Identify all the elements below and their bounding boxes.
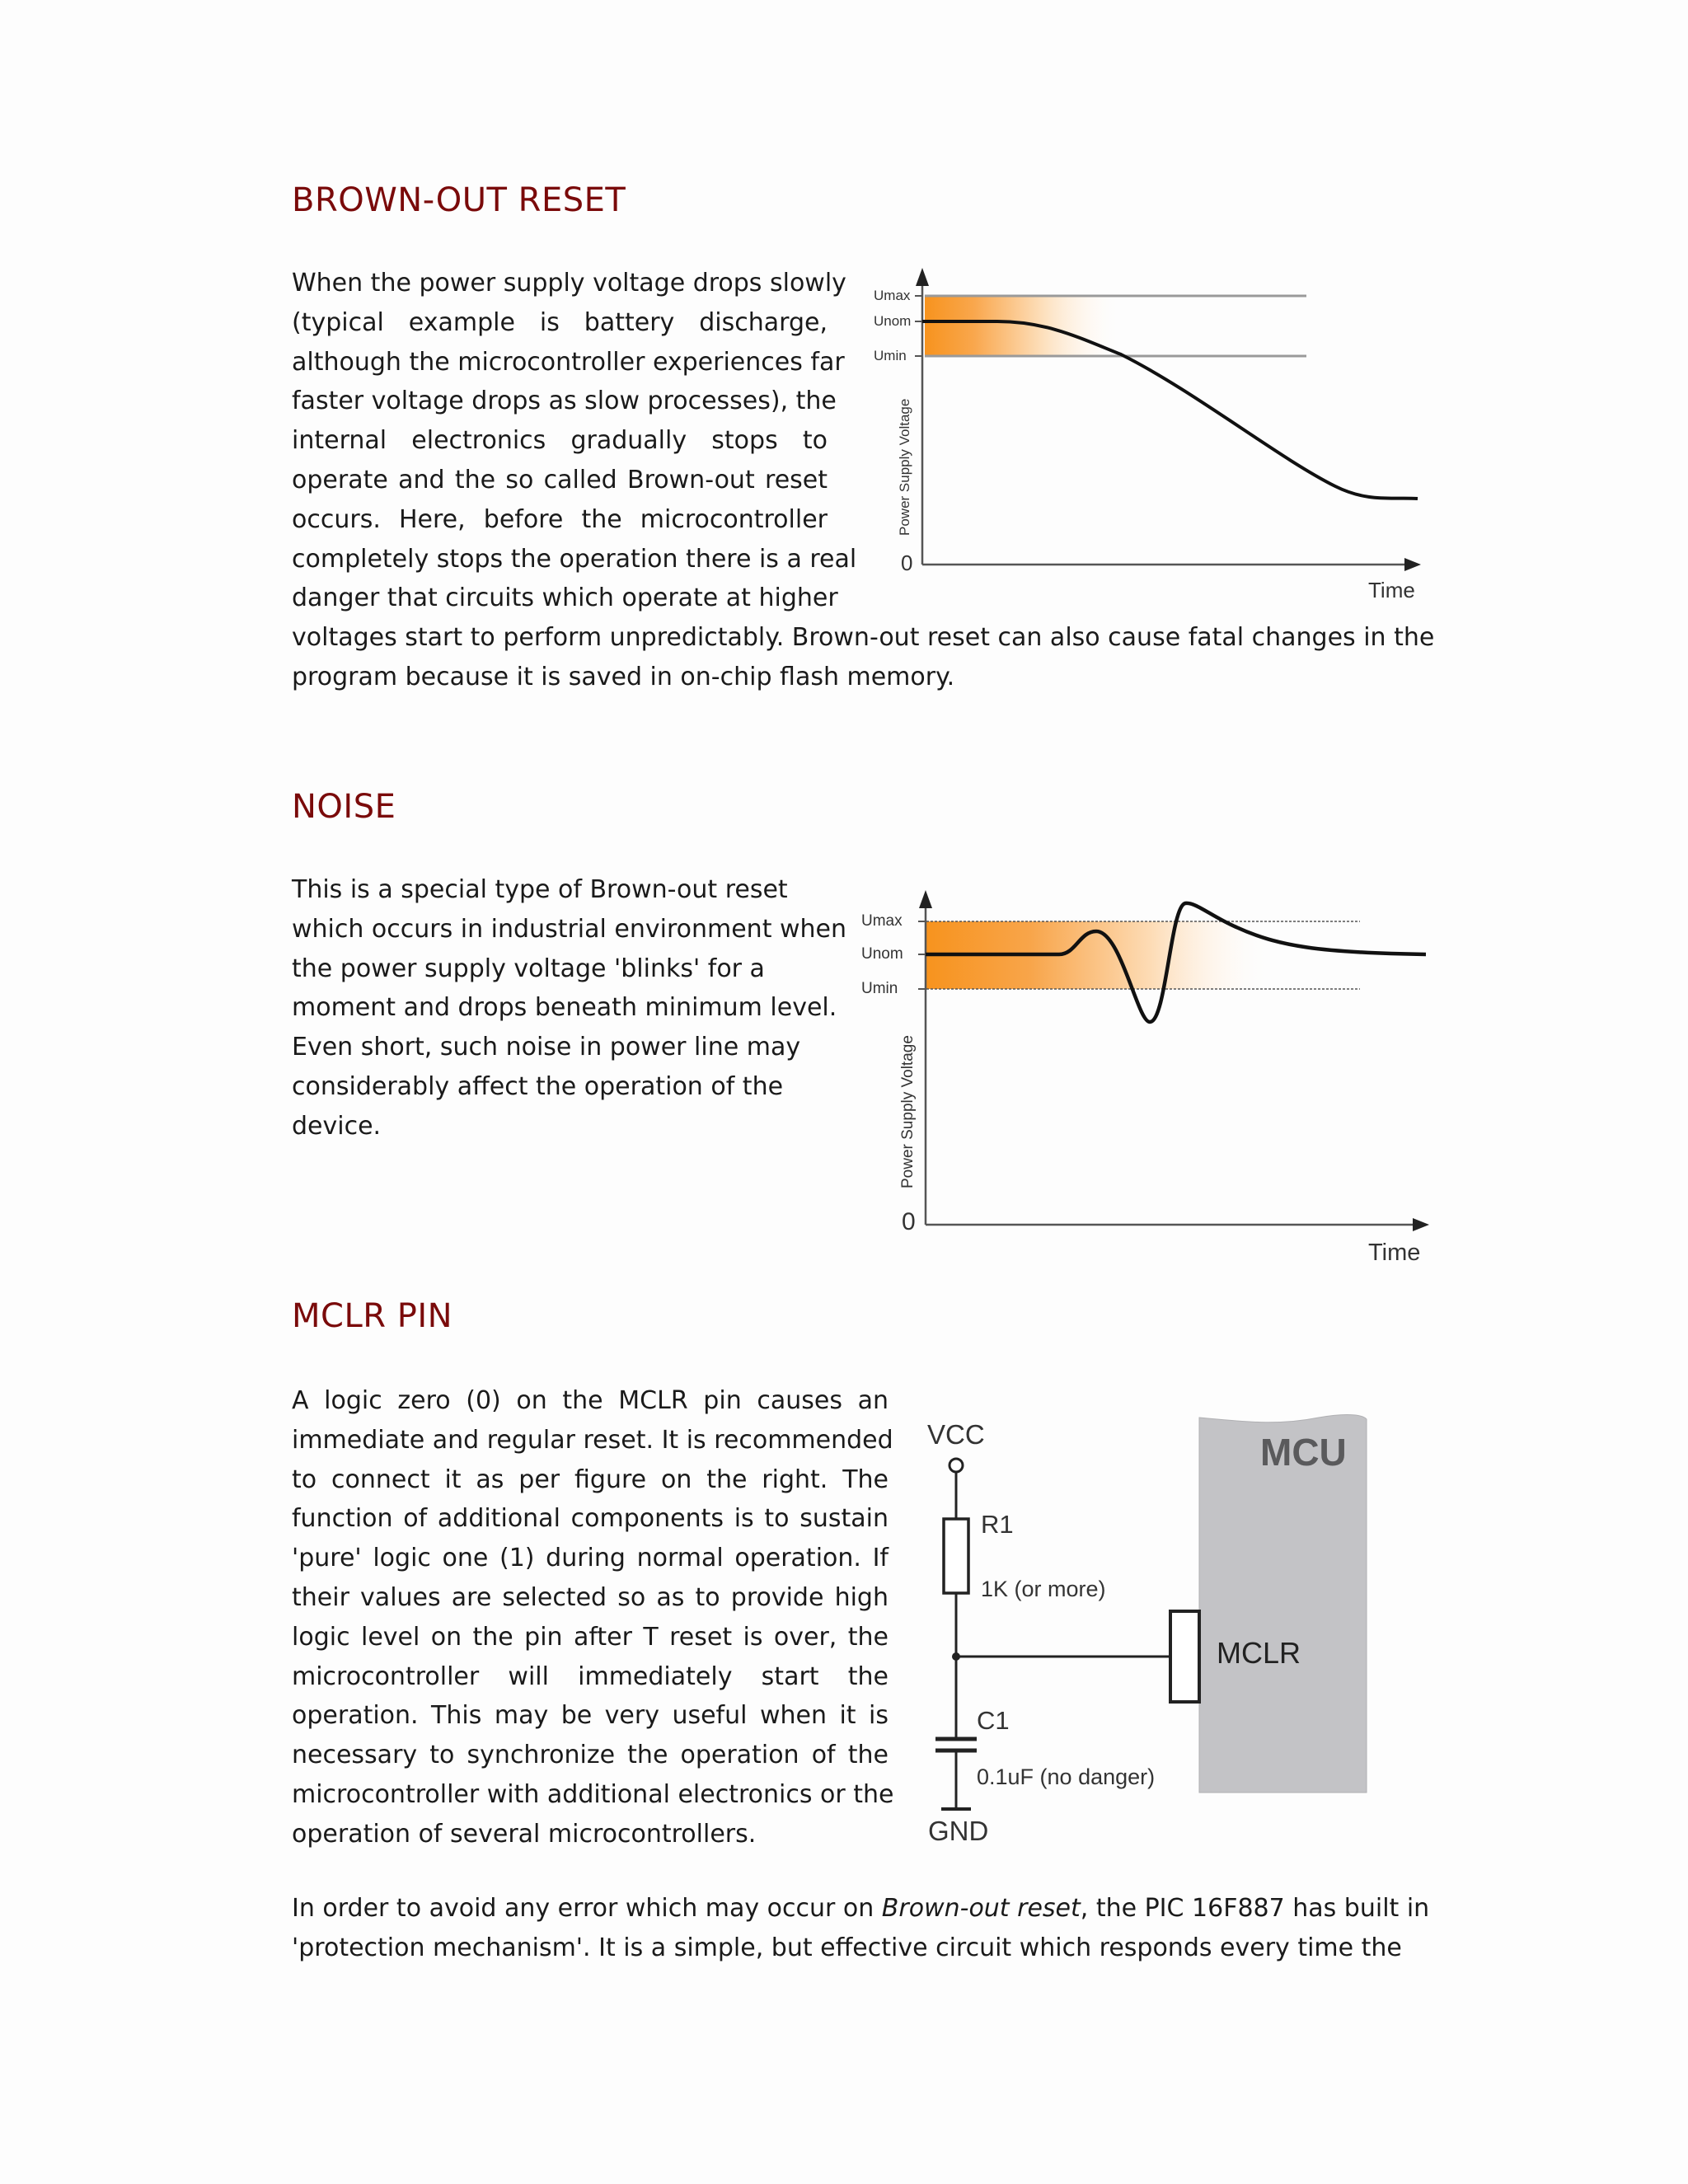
text-line: necessary to synchronize the operation of the (292, 1741, 889, 1770)
zero-label: 0 (902, 1208, 916, 1235)
text-line: immediate and regular reset. It is recommended (292, 1425, 893, 1455)
gnd-label: GND (928, 1816, 989, 1846)
unom-label: Unom (874, 313, 912, 329)
mcu-label: MCU (1260, 1431, 1347, 1474)
r1-value: 1K (or more) (981, 1577, 1106, 1601)
umin-label: Umin (874, 348, 907, 363)
text-line: the power supply voltage 'blinks' for a (292, 954, 765, 983)
section-title-mclr: MCLR PIN (292, 1297, 453, 1335)
text-line: danger that circuits which operate at higher (292, 583, 838, 613)
y-axis-label: Power Supply Voltage (897, 398, 912, 536)
noise-paragraph (292, 870, 847, 1146)
emphasis-text: Brown-out reset (881, 1894, 1081, 1923)
vcc-label: VCC (927, 1419, 985, 1450)
text-line: microcontroller will immediately start the (292, 1661, 889, 1691)
text-line (292, 1889, 1430, 1929)
text-line: 'pure' logic one (1) during normal operation. If (292, 1544, 889, 1573)
text-line: program because it is saved in on-chip flash memory. (292, 662, 955, 691)
text-line: function of additional components is to sustain (292, 1504, 889, 1534)
c1-value: 0.1uF (no danger) (977, 1765, 1156, 1789)
noise-voltage-figure (849, 882, 1442, 1269)
text-line: which occurs in industrial environment when (292, 914, 847, 944)
x-axis-arrow (1404, 558, 1421, 571)
text-line: voltages start to perform unpredictably. Brown-out reset can also cause fatal changes in the (292, 623, 1435, 652)
text-line: although the microcontroller experiences far (292, 347, 845, 377)
text-line: When the power supply voltage drops slowly (292, 269, 846, 298)
x-axis-label: Time (1368, 1240, 1421, 1266)
text-line: (typical example is battery discharge, (292, 307, 828, 337)
text-line: A logic zero (0) on the MCLR pin causes an (292, 1386, 889, 1415)
x-axis-arrow (1413, 1218, 1429, 1231)
mclr-paragraph (292, 1381, 894, 1854)
brownout-paragraph-continued (292, 618, 1435, 697)
brownout-paragraph (292, 264, 857, 618)
mclr-pin (1170, 1611, 1199, 1702)
y-axis-arrow (916, 268, 929, 286)
text-line: device. (292, 1111, 382, 1141)
text-line: faster voltage drops as slow processes), the (292, 387, 837, 416)
text-line: moment and drops beneath minimum level. (292, 993, 837, 1023)
text-line: 'protection mechanism'. It is a simple, but effective circuit which responds every time the (292, 1933, 1402, 1962)
section-title-brownout: BROWN-OUT RESET (292, 181, 626, 219)
c1-label: C1 (977, 1706, 1010, 1735)
y-axis-label: Power Supply Voltage (899, 1035, 917, 1188)
closing-paragraph (292, 1889, 1430, 1968)
text-line: occurs. Here, before the microcontroller (292, 504, 828, 534)
x-axis-label: Time (1368, 578, 1415, 602)
text-run: In order to avoid any error which may occur on (292, 1894, 882, 1923)
text-line: logic level on the pin after T reset is over, the (292, 1622, 889, 1652)
text-line: operation. This may be very useful when it is (292, 1701, 889, 1731)
text-line: This is a special type of Brown-out reset (292, 875, 788, 904)
text-line: operation of several microcontrollers. (292, 1819, 757, 1849)
vcc-terminal (950, 1459, 963, 1472)
text-line: Even short, such noise in power line may (292, 1033, 801, 1062)
umax-label: Umax (861, 912, 903, 930)
text-line: completely stops the operation there is a real (292, 544, 857, 574)
text-line: internal electronics gradually stops to (292, 426, 828, 456)
text-line: their values are selected so as to provide high (292, 1582, 889, 1612)
mclr-circuit-diagram (915, 1401, 1385, 1854)
text-line: to connect it as per figure on the right. The (292, 1465, 889, 1494)
zero-label: 0 (901, 551, 913, 575)
tolerance-band (925, 296, 1123, 356)
y-axis-arrow (919, 890, 932, 908)
resistor-r1 (944, 1519, 968, 1593)
text-line: operate and the so called Brown-out reset (292, 465, 828, 494)
unom-label: Unom (861, 945, 903, 963)
text-line: considerably affect the operation of the (292, 1071, 784, 1101)
section-title-noise: NOISE (292, 788, 396, 826)
umin-label: Umin (861, 980, 898, 997)
r1-label: R1 (981, 1510, 1014, 1539)
mclr-label: MCLR (1217, 1636, 1301, 1670)
text-run: , the PIC 16F887 has built in (1080, 1894, 1430, 1923)
text-line: microcontroller with additional electronics or the (292, 1779, 894, 1809)
brownout-voltage-figure (849, 260, 1434, 606)
umax-label: Umax (874, 288, 911, 303)
